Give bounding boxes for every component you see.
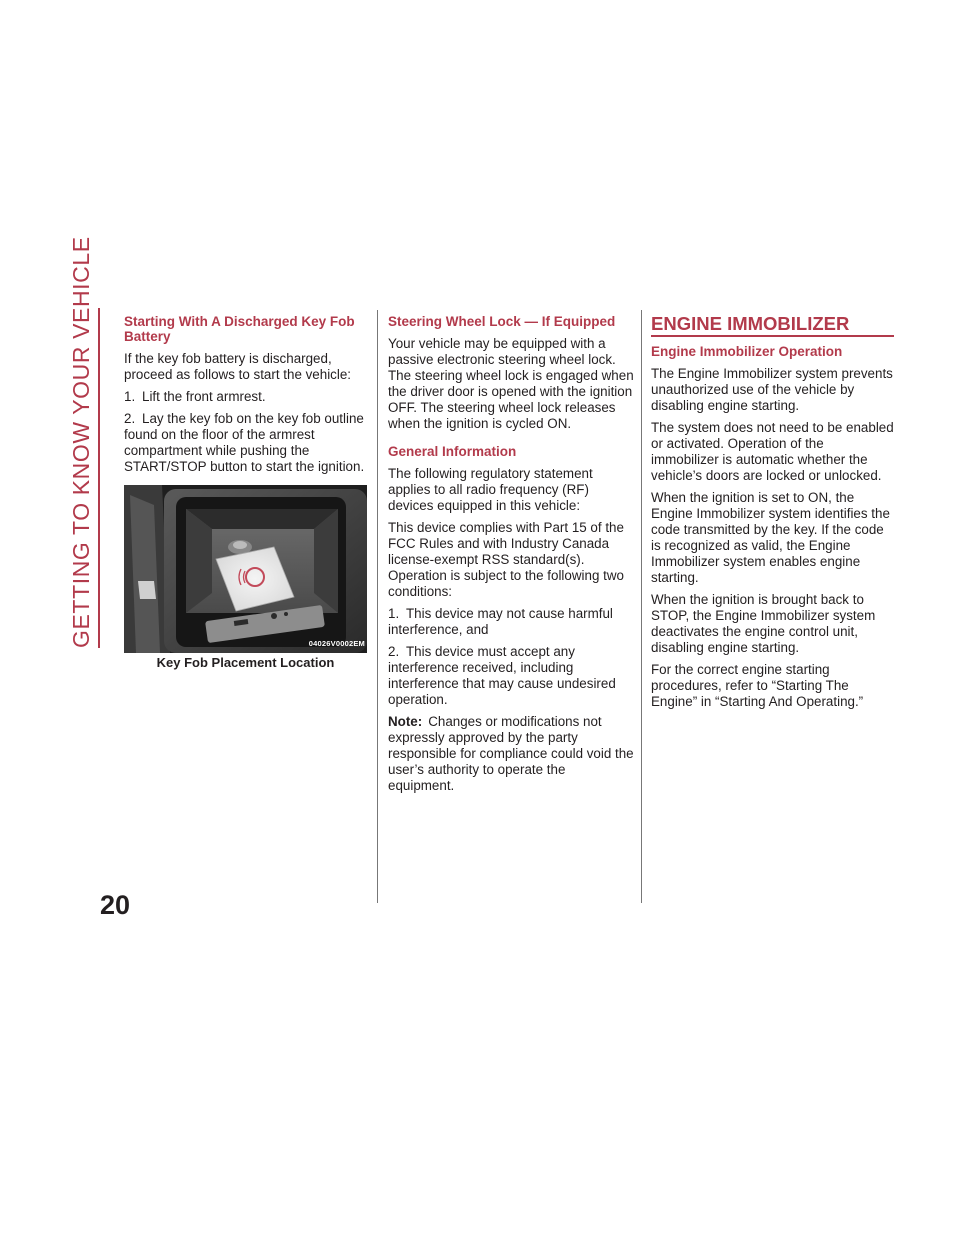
- steering-lock-heading: Steering Wheel Lock — If Equipped: [388, 314, 616, 329]
- chapter-side-tab: GETTING TO KNOW YOUR VEHICLE: [68, 308, 100, 648]
- list-item: [124, 389, 367, 405]
- general-info-heading: General Information: [388, 444, 517, 459]
- note-paragraph: [388, 714, 634, 794]
- immobilizer-paragraph: The system does not need to be enabled or activated. Operation of the immobilizer is automatic whether the vehicle’s doors are locked or unlocked.: [651, 420, 894, 483]
- condition-text: This device must accept any interference received, including interference that may cause undesired operation.: [388, 644, 616, 707]
- note-text: Changes or modifications not expressly approved by the party responsible for compliance could void the user’s authority to operate the equipment.: [388, 714, 634, 793]
- immobilizer-paragraph: For the correct engine starting procedures, refer to “Starting The Engine” in “Starting And Operating.”: [651, 662, 864, 709]
- step-text: Lift the front armrest.: [142, 389, 266, 404]
- figure-id: 04026V0002EM: [308, 639, 365, 648]
- list-item: [388, 644, 634, 708]
- column-divider-2: [641, 310, 642, 903]
- condition-number: 2.: [388, 644, 400, 659]
- step-text: Lay the key fob on the key fob outline found on the floor of the armrest compartment while pushing the START/STOP button to start the ignition.: [124, 411, 365, 474]
- condition-number: 1.: [388, 606, 400, 621]
- column-divider-1: [377, 310, 378, 903]
- fcc-paragraph: This device complies with Part 15 of the FCC Rules and with Industry Canada license-exempt RSS standard(s). Operation is subject to the following two conditions:: [388, 520, 624, 599]
- immobilizer-paragraph: When the ignition is set to ON, the Engine Immobilizer system identifies the code transmitted by the key. If the code is recognized as valid, the Engine Immobilizer system enables engine starting.: [651, 490, 890, 585]
- armrest-compartment-illustration: [124, 485, 367, 653]
- immobilizer-paragraph: When the ignition is brought back to STOP, the Engine Immobilizer system deactivates the engine control unit, disabling engine starting.: [651, 592, 876, 655]
- page-number: 20: [100, 890, 131, 920]
- key-fob-placement-figure: [124, 485, 367, 653]
- discharged-fob-intro: If the key fob battery is discharged, proceed as follows to start the vehicle:: [124, 351, 352, 382]
- immobilizer-subheading: Engine Immobilizer Operation: [651, 344, 843, 359]
- note-label: Note:: [388, 714, 423, 729]
- regulatory-paragraph: The following regulatory statement applies to all radio frequency (RF) devices equipped in this vehicle:: [388, 466, 593, 513]
- steering-lock-paragraph: Your vehicle may be equipped with a passive electronic steering wheel lock. The steering wheel lock is engaged when the driver door is opened with the ignition OFF. The steering wheel lock releases when the ignition is cycled ON.: [388, 336, 634, 431]
- immobilizer-paragraph: The Engine Immobilizer system prevents unauthorized use of the vehicle by disabling engine starting.: [651, 366, 893, 413]
- section-title: ENGINE IMMOBILIZER: [651, 314, 894, 337]
- step-number: 1.: [124, 389, 136, 404]
- column-2: [388, 314, 634, 800]
- list-item: [124, 411, 367, 475]
- step-number: 2.: [124, 411, 136, 426]
- list-item: [388, 606, 634, 638]
- column-1: [124, 314, 367, 671]
- discharged-fob-heading: Starting With A Discharged Key Fob Battery: [124, 314, 355, 344]
- figure-caption: Key Fob Placement Location: [156, 655, 335, 670]
- condition-text: This device may not cause harmful interference, and: [388, 606, 613, 637]
- column-3: [651, 314, 894, 716]
